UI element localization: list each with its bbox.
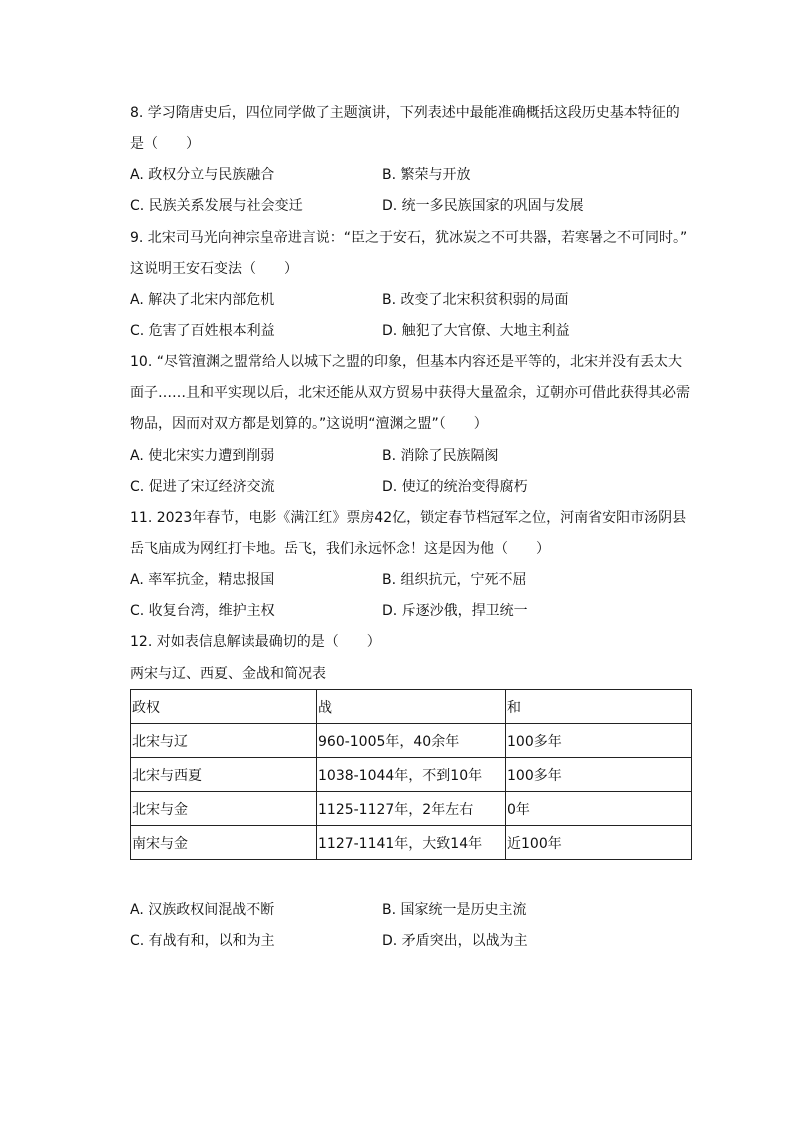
q8-option-b: B. 繁荣与开放: [382, 167, 471, 183]
table-cell-war: 1125-1127年，2年左右: [317, 792, 506, 826]
q11-stem-line2: 岳飞庙成为网红打卡地。岳飞，我们永远怀念！这是因为他（ ）: [130, 541, 550, 557]
q11-option-d: D. 斥逐沙俄，捍卫统一: [382, 603, 528, 619]
table-row: [131, 826, 692, 860]
table-cell-regime: 北宋与西夏: [131, 758, 317, 792]
q8-option-d: D. 统一多民族国家的巩固与发展: [382, 198, 584, 214]
table-row: [131, 724, 692, 758]
q10-option-d: D. 使辽的统治变得腐朽: [382, 479, 528, 495]
table-cell-regime: 南宋与金: [131, 826, 317, 860]
table-header-cell: 和: [506, 690, 692, 724]
q12-option-a: A. 汉族政权间混战不断: [130, 902, 275, 918]
q10-option-b: B. 消除了民族隔阂: [382, 448, 499, 464]
q9-option-c: C. 危害了百姓根本利益: [130, 323, 275, 339]
table-header-cell: 政权: [131, 690, 317, 724]
war-peace-table: [130, 689, 692, 860]
q9-stem-line2: 这说明王安石变法（ ）: [130, 261, 298, 277]
table-cell-regime: 北宋与金: [131, 792, 317, 826]
table-cell-peace: 100多年: [506, 724, 692, 758]
table-header-row: [131, 690, 692, 724]
q12-option-c: C. 有战有和，以和为主: [130, 933, 275, 949]
q12-option-b: B. 国家统一是历史主流: [382, 902, 527, 918]
q9-option-b: B. 改变了北宋积贫积弱的局面: [382, 292, 569, 308]
table-header-cell: 战: [317, 690, 506, 724]
q10-option-a: A. 使北宋实力遭到削弱: [130, 448, 275, 464]
table-cell-peace: 近100年: [506, 826, 692, 860]
q9-option-d: D. 触犯了大官僚、大地主利益: [382, 323, 570, 339]
table-caption: 两宋与辽、西夏、金战和简况表: [130, 666, 326, 682]
table-cell-peace: 0年: [506, 792, 692, 826]
q8-option-c: C. 民族关系发展与社会变迁: [130, 198, 303, 214]
q10-option-c: C. 促进了宋辽经济交流: [130, 479, 275, 495]
q10-stem-line1: 10. “尽管澶渊之盟常给人以城下之盟的印象，但基本内容还是平等的，北宋并没有丢太大: [130, 354, 682, 370]
q11-option-a: A. 率军抗金，精忠报国: [130, 572, 275, 588]
q12-option-d: D. 矛盾突出，以战为主: [382, 933, 528, 949]
q8-stem-line1: 8. 学习隋唐史后，四位同学做了主题演讲，下列表述中最能准确概括这段历史基本特征的: [130, 105, 680, 121]
table-cell-war: 1127-1141年，大致14年: [317, 826, 506, 860]
table-cell-war: 960-1005年，40余年: [317, 724, 506, 758]
q11-option-c: C. 收复台湾，维护主权: [130, 603, 275, 619]
q11-stem-line1: 11. 2023年春节，电影《满江红》票房42亿，锁定春节档冠军之位，河南省安阳市汤阴县: [130, 510, 687, 526]
table-row: [131, 758, 692, 792]
q10-stem-line2: 面子……且和平实现以后，北宋还能从双方贸易中获得大量盈余，辽朝亦可借此获得其必需: [130, 385, 690, 401]
q10-stem-line3: 物品，因而对双方都是划算的。”这说明“澶渊之盟”（ ）: [130, 416, 488, 432]
q12-stem-line1: 12. 对如表信息解读最确切的是（ ）: [130, 634, 381, 650]
table-row: [131, 792, 692, 826]
table-cell-peace: 100多年: [506, 758, 692, 792]
q8-stem-line2: 是（ ）: [130, 136, 200, 152]
q9-stem-line1: 9. 北宋司马光向神宗皇帝进言说：“臣之于安石，犹冰炭之不可共器，若寒暑之不可同时。”: [130, 230, 688, 246]
table-cell-war: 1038-1044年，不到10年: [317, 758, 506, 792]
table-cell-regime: 北宋与辽: [131, 724, 317, 758]
q11-option-b: B. 组织抗元，宁死不屈: [382, 572, 527, 588]
q9-option-a: A. 解决了北宋内部危机: [130, 292, 275, 308]
q8-option-a: A. 政权分立与民族融合: [130, 167, 275, 183]
